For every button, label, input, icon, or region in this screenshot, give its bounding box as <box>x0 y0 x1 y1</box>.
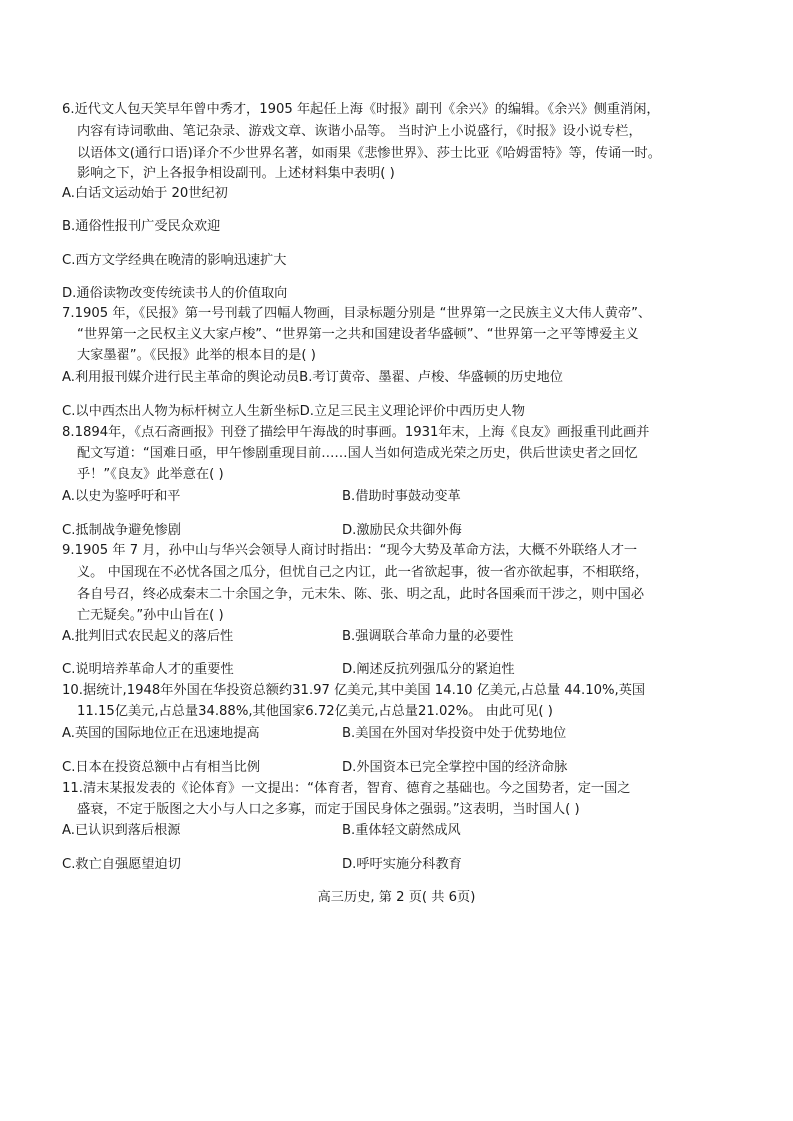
option-a-b: A.利用报刊媒介进行民主革命的舆论动员B.考订黄帝、墨翟、卢梭、华盛顿的历史地位 <box>62 370 563 385</box>
option-c-d: C.以中西杰出人物为标杆树立人生新坐标D.立足三民主义理论评价中西历史人物 <box>62 404 525 419</box>
page-footer: 高三历史, 第 2 页( 共 6页) <box>317 890 476 905</box>
option-d: D.激励民众共御外侮 <box>342 523 462 538</box>
option-b: B.美国在外国对华投资中处于优势地位 <box>342 726 567 741</box>
question-text-line: “世界第一之民权主义大家卢梭”、“世界第一之共和国建设者华盛顿”、“世界第一之平等博爱主义 <box>77 327 639 342</box>
question-text-line: 6.近代文人包天笑早年曾中秀才，1905 年起任上海《时报》副刊《余兴》的编辑。《余兴》侧重消闲， <box>62 102 660 117</box>
question-text-line: 大家墨翟”。《民报》此举的根本目的是( ) <box>77 348 316 363</box>
question-text-line: 盛衰，不定于版图之大小与人口之多寡，而定于国民身体之强弱。”这表明，当时国人( ) <box>77 802 580 817</box>
option-c: C.西方文学经典在晚清的影响迅速扩大 <box>62 253 287 268</box>
option-d: D.呼吁实施分科教育 <box>342 857 462 872</box>
option-b: B.借助时事鼓动变革 <box>342 489 461 504</box>
question-text-line: 各自号召，终必成秦末二十余国之争，元末朱、陈、张、明之乱，此时各国乘而干涉之，则中国必 <box>77 587 645 602</box>
question-text-line: 7.1905 年，《民报》第一号刊载了四幅人物画，目录标题分别是 “世界第一之民族主义大伟人黄帝”、 <box>62 306 652 321</box>
option-b: B.重体轻文蔚然成风 <box>342 823 461 838</box>
question-text-line: 9.1905 年 7 月，孙中山与华兴会领导人商讨时指出：“现今大势及革命方法，大概不外联络人才一 <box>62 543 638 558</box>
option-b: B.通俗性报刊广受民众欢迎 <box>62 219 221 234</box>
question-text-line: 11.15亿美元,占总量34.88%,其他国家6.72亿美元,占总量21.02%。 由此可见( ) <box>77 704 553 719</box>
option-d: D.外国资本已完全掌控中国的经济命脉 <box>342 760 568 775</box>
option-a: A.批判旧式农民起义的落后性 <box>62 629 234 644</box>
option-a: A.英国的国际地位正在迅速地提高 <box>62 726 260 741</box>
question-text-line: 以语体文(通行口语)译介不少世界名著，如雨果《悲惨世界》、莎士比亚《哈姆雷特》等，传诵一时。 <box>77 146 661 161</box>
question-text-line: 8.1894年，《点石斋画报》刊登了描绘甲午海战的时事画。1931年末，上海《良友》画报重刊此画并 <box>62 425 650 440</box>
option-c: C.说明培养革命人才的重要性 <box>62 662 234 677</box>
option-d: D.阐述反抗列强瓜分的紧迫性 <box>342 662 515 677</box>
option-a: A.白话文运动始于 20世纪初 <box>62 186 228 201</box>
question-text-line: 10.据统计,1948年外国在华投资总额约31.97 亿美元,其中美国 14.10 亿美元,占总量 44.10%,英国 <box>62 683 646 698</box>
option-c: C.日本在投资总额中占有相当比例 <box>62 760 261 775</box>
question-text-line: 11.清末某报发表的《论体育》一文提出：“体育者，智育、德育之基础也。今之国势者，定一国之 <box>62 781 631 796</box>
question-text-line: 影响之下，沪上各报争相设副刊。上述材料集中表明( ) <box>77 166 395 181</box>
question-text-line: 内容有诗词歌曲、笔记杂录、游戏文章、诙谐小品等。 当时沪上小说盛行，《时报》设小说专栏， <box>77 124 642 139</box>
option-a: A.以史为鉴呼吁和平 <box>62 489 181 504</box>
option-a: A.已认识到落后根源 <box>62 823 181 838</box>
option-c: C.救亡自强愿望迫切 <box>62 857 181 872</box>
question-text-line: 义。 中国现在不必忧各国之瓜分，但忧自己之内讧，此一省欲起事，彼一省亦欲起事，不相联络， <box>77 565 649 580</box>
option-d: D.通俗读物改变传统读书人的价值取向 <box>62 286 288 301</box>
option-b: B.强调联合革命力量的必要性 <box>342 629 514 644</box>
option-c: C.抵制战争避免惨剧 <box>62 523 181 538</box>
question-text-line: 亡无疑矣。”孙中山旨在( ) <box>77 608 224 623</box>
question-text-line: 乎！”《良友》此举意在( ) <box>77 467 224 482</box>
question-text-line: 配文写道：“国难日亟，甲午惨剧重现目前……国人当如何造成光荣之历史，供后世读史者之回忆 <box>77 446 638 461</box>
